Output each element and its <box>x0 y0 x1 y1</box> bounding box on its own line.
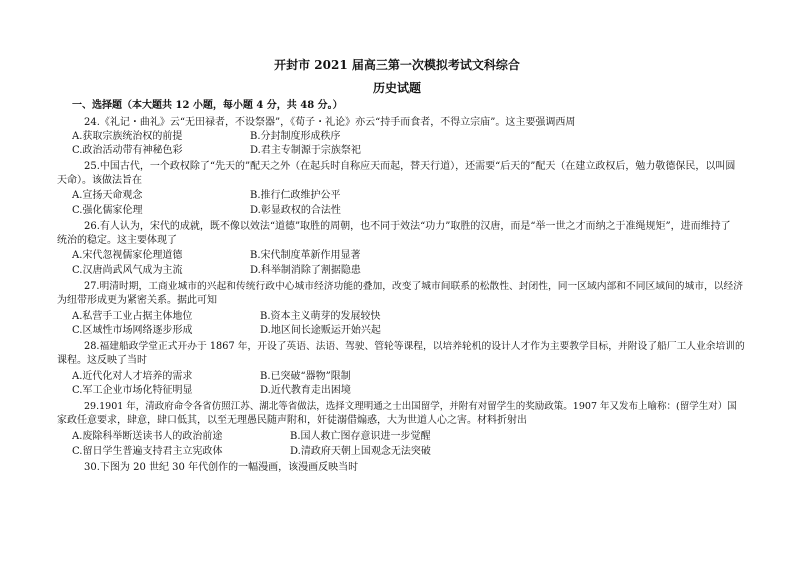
question-26-option-b: B.宋代制度革新作用显著 <box>250 250 361 261</box>
question-29-option-a: A.废除科举断送读书人的政治前途 <box>72 431 223 442</box>
question-27-option-b: B.资本主义萌芽的发展较快 <box>260 311 381 322</box>
question-28-stem-line2: 课程。这反映了当时 <box>57 355 147 366</box>
question-29-stem-line1: 29.1901 年，清政府命令各省仿照江苏、湖北等省做法，选择文理明通之士出国留学，并附有对留学生的奖励政策。1907 年又发布上喻称：(留学生对）国 <box>84 401 737 412</box>
exam-title: 开封市 2021 届高三第一次模拟考试文科综合 <box>274 58 520 72</box>
question-28-option-d: D.近代教育走出困境 <box>260 385 351 396</box>
question-24-option-b: B.分封制度形成秩序 <box>250 131 341 142</box>
question-29-stem-line2: 家政任意要求，肆意，肆口低其，以至无理愚民随声附和，奸徒溺借煽惑，大为世道人心之害。材料折射出 <box>57 415 527 426</box>
question-27-stem-line1: 27.明清时期，工商业城市的兴起和传统行政中心城市经济功能的叠加，改变了城市间联系的松散性、封闭性，同一区域内部和不同区域间的城市，以经济 <box>84 281 743 292</box>
question-24-option-d: D.君主专制源于宗族祭祀 <box>250 145 361 156</box>
question-30-stem: 30.下图为 20 世纪 30 年代创作的一幅漫画，该漫画反映当时 <box>84 462 359 473</box>
question-27-option-d: D.地区间长途贩运开始兴起 <box>260 325 381 336</box>
question-25-option-b: B.推行仁政维护公平 <box>250 190 341 201</box>
question-27-option-c: C.区域性市场网络逐步形成 <box>72 325 193 336</box>
question-28-option-b: B.已突破“器物”限制 <box>260 371 351 382</box>
question-29-option-b: B.国人救亡图存意识进一步觉醒 <box>290 431 431 442</box>
question-27-stem-line2: 为纽带形成更为紧密关系。据此可知 <box>57 295 217 306</box>
question-28-option-a: A.近代化对人才培养的需求 <box>72 371 193 382</box>
question-29-option-c: C.留日学生普遍支持君主立宪政体 <box>72 446 223 457</box>
question-28-stem-line1: 28.福建船政学堂正式开办于 1867 年，开设了英语、法语、驾驶、管轮等课程，以培养轮机的设计人才作为主要教学目标，并附设了船厂工人业余培训的 <box>84 341 745 352</box>
question-26-option-a: A.宋代忽视儒家伦理道德 <box>72 250 183 261</box>
question-24-option-c: C.政治活动带有神秘色彩 <box>72 145 183 156</box>
question-27-option-a: A.私营手工业占据主体地位 <box>72 311 193 322</box>
question-26-option-d: D.科举制消除了割据隐患 <box>250 265 361 276</box>
exam-subtitle: 历史试题 <box>372 81 421 95</box>
question-25-stem-line2: 天命）。该做法旨在 <box>57 175 142 186</box>
question-28-option-c: C.军工企业市场化特征明显 <box>72 385 193 396</box>
question-25-stem-line1: 25.中国古代，一个政权除了“先天的”配天之外（在起兵时自称应天而起，替天行道），还需要“后天的”配天（在建立政权后，勉力敬德保民，以叫圆 <box>84 161 736 172</box>
question-25-option-d: D.彰显政权的合法性 <box>250 205 341 216</box>
question-25-option-a: A.宣扬天命观念 <box>72 190 143 201</box>
question-24-stem: 24.《礼记・曲礼》云“无田禄者，不设祭器”，《荀子・礼论》亦云“持手而食者，不得立宗庙”。这主要强调西周 <box>84 117 576 128</box>
question-25-option-c: C.强化儒家伦理 <box>72 205 143 216</box>
question-26-stem-line2: 统治的稳定。这主要体现了 <box>57 235 177 246</box>
question-29-option-d: D.清政府天朝上国观念无法突破 <box>290 446 431 457</box>
question-26-stem-line1: 26.有人认为，宋代的成就，既不像以效法“道德”取胜的周朝，也不同于效法“功力”取胜的汉唐，而是“举一世之才而纳之于准绳规矩”，进而维持了 <box>84 221 731 232</box>
question-24-option-a: A.获取宗族统治权的前提 <box>72 131 183 142</box>
section-heading: 一、选择题（本大题共 12 小题，每小题 4 分，共 48 分。） <box>72 100 343 111</box>
question-26-option-c: C.汉唐尚武风气成为主流 <box>72 265 183 276</box>
